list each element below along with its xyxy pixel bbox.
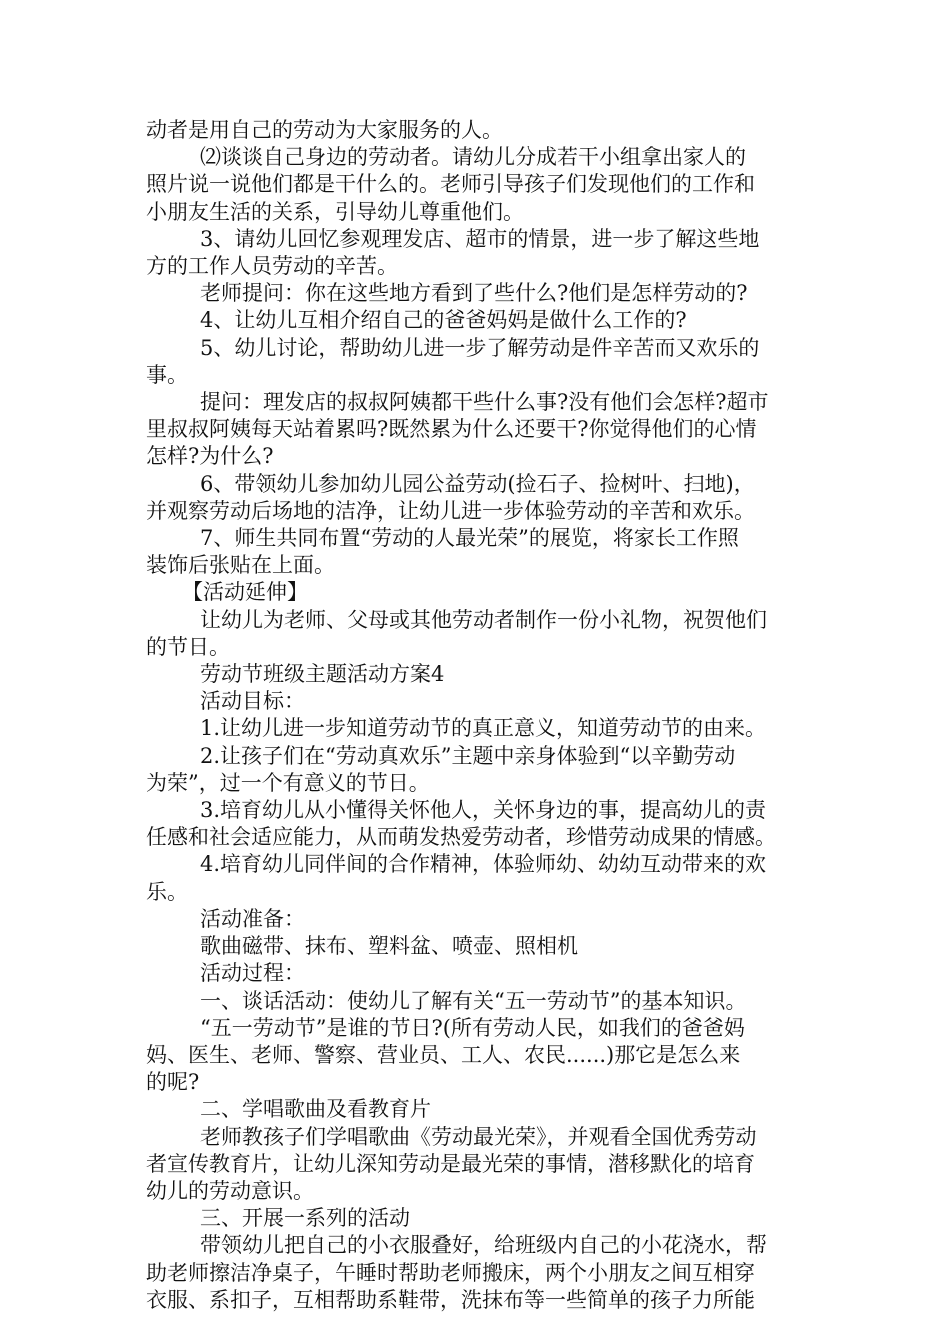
text-line: 7、师生共同布置“劳动的人最光荣”的展览，将家长工作照	[200, 526, 739, 551]
text-line: 带领幼儿把自己的小衣服叠好，给班级内自己的小花浇水，帮	[200, 1233, 767, 1258]
text-line: 三、开展一系列的活动	[200, 1206, 410, 1231]
text-line: 妈、医生、老师、警察、营业员、工人、农民......)那它是怎么来	[146, 1042, 741, 1067]
text-line: 活动目标：	[200, 689, 305, 714]
text-line: 乐。	[146, 879, 188, 904]
text-line: 者宣传教育片，让幼儿深知劳动是最光荣的事情，潜移默化的培育	[146, 1151, 755, 1176]
text-line: 照片说一说他们都是干什么的。老师引导孩子们发现他们的工作和	[146, 172, 755, 197]
text-line: 事。	[146, 362, 188, 387]
text-line: 活动过程：	[200, 961, 305, 986]
text-line: 老师教孩子们学唱歌曲《劳动最光荣》，并观看全国优秀劳动	[200, 1124, 757, 1149]
text-line: 并观察劳动后场地的洁净，让幼儿进一步体验劳动的辛苦和欢乐。	[146, 498, 755, 523]
text-line: 3、请幼儿回忆参观理发店、超市的情景，进一步了解这些地	[200, 226, 760, 251]
text-line: 动者是用自己的劳动为大家服务的人。	[146, 118, 503, 142]
text-line: 的呢?	[146, 1070, 200, 1095]
document-body	[146, 117, 808, 1314]
text-line: 活动准备：	[200, 906, 305, 931]
text-line: 二、学唱歌曲及看教育片	[200, 1097, 431, 1122]
text-line: 方的工作人员劳动的辛苦。	[146, 254, 398, 279]
text-line: 【活动延伸】	[182, 580, 308, 605]
text-line: 里叔叔阿姨每天站着累吗?既然累为什么还要干?你觉得他们的心情	[146, 417, 757, 442]
text-line: 衣服、系扣子，互相帮助系鞋带，洗抹布等一些简单的孩子力所能	[146, 1287, 755, 1312]
text-line: 助老师擦洁净桌子，午睡时帮助老师搬床，两个小朋友之间互相穿	[146, 1260, 755, 1285]
text-line: 一、谈话活动：使幼儿了解有关“五一劳动节”的基本知识。	[200, 988, 747, 1013]
text-line: 提问：理发店的叔叔阿姨都干些什么事?没有他们会怎样?超市	[200, 390, 769, 415]
text-line: 任感和社会适应能力，从而萌发热爱劳动者，珍惜劳动成果的情感。	[146, 825, 776, 850]
text-line: 劳动节班级主题活动方案4	[200, 662, 445, 687]
text-line: 4、让幼儿互相介绍自己的爸爸妈妈是做什么工作的?	[200, 308, 687, 333]
text-line: 怎样?为什么?	[146, 444, 274, 469]
text-line: 2.让孩子们在“劳动真欢乐”主题中亲身体验到“以辛勤劳动	[200, 743, 736, 768]
text-line: ⑵谈谈自己身边的劳动者。请幼儿分成若干小组拿出家人的	[200, 145, 746, 170]
text-line: 3.培育幼儿从小懂得关怀他人，关怀身边的事，提高幼儿的责	[200, 798, 767, 823]
text-line: 6、带领幼儿参加幼儿园公益劳动(捡石子、捡树叶、扫地)，	[200, 471, 755, 496]
text-line: 歌曲磁带、抹布、塑料盆、喷壶、照相机	[200, 934, 578, 959]
text-line: 5、幼儿讨论，帮助幼儿进一步了解劳动是件辛苦而又欢乐的	[200, 335, 760, 360]
text-line: 1.让幼儿进一步知道劳动节的真正意义，知道劳动节的由来。	[200, 716, 767, 741]
text-line: 让幼儿为老师、父母或其他劳动者制作一份小礼物，祝贺他们	[200, 607, 767, 632]
text-line: 4.培育幼儿同伴间的合作精神，体验师幼、幼幼互动带来的欢	[200, 852, 767, 877]
text-line: “五一劳动节”是谁的节日?(所有劳动人民，如我们的爸爸妈	[200, 1015, 745, 1040]
text-line: 幼儿的劳动意识。	[146, 1178, 314, 1203]
text-line: 的节日。	[146, 634, 230, 659]
text-line: 小朋友生活的关系，引导幼儿尊重他们。	[146, 199, 524, 224]
text-line: 装饰后张贴在上面。	[146, 553, 335, 578]
text-line: 为荣”，过一个有意义的节日。	[146, 770, 430, 795]
text-line: 老师提问：你在这些地方看到了些什么?他们是怎样劳动的?	[200, 281, 748, 306]
